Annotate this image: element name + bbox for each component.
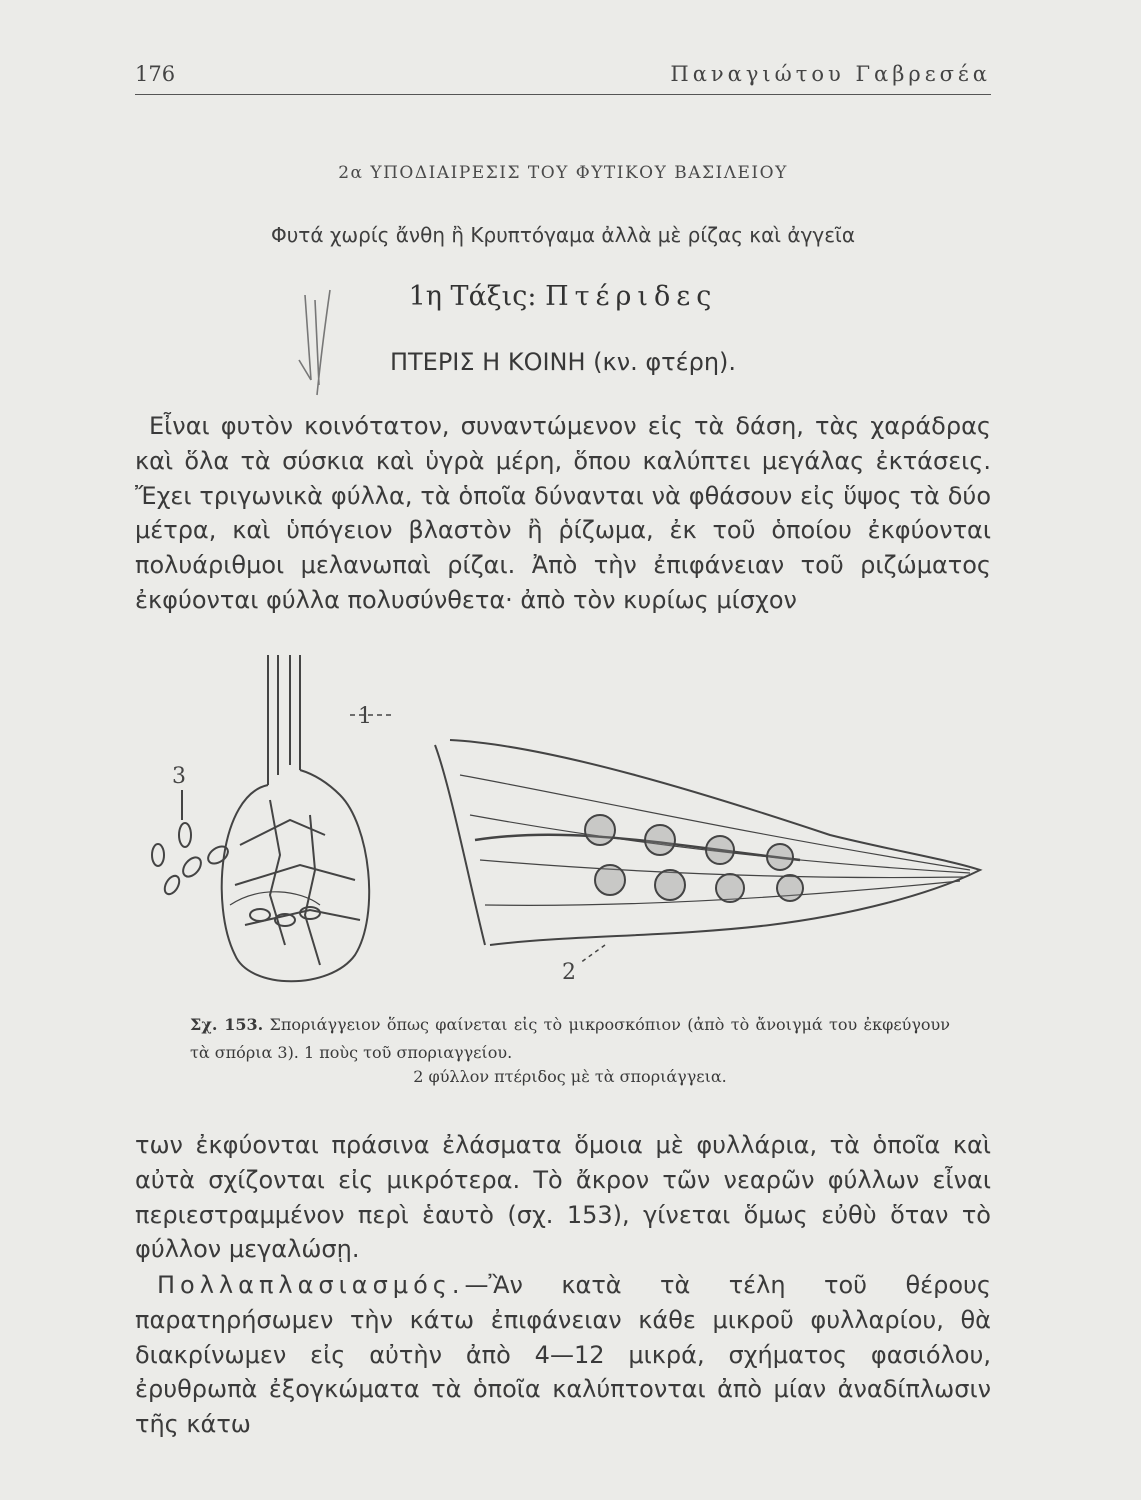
page-header (135, 58, 991, 95)
species-heading: ΠΤΕΡΙΣ Η ΚΟΙΝΗ (κν. φτέρη). (389, 348, 737, 376)
figure-label-2: 2 (562, 960, 576, 985)
sporangium-drawing (222, 655, 369, 981)
class-heading (135, 281, 991, 312)
figure-153 (150, 645, 990, 995)
figure-caption (190, 1011, 950, 1067)
figure-label-1: 1 (358, 704, 372, 729)
caption-text: Σποριάγγειον ὅπως φαίνεται εἰς τὸ μικροσκόπιον (ἀπὸ τὸ ἄνοιγμά του ἐκφεύγουν τὰ σπόρια 3). 1 ποὺς τοῦ σποριαγγείου. (190, 1015, 951, 1062)
paragraph-leaves: των ἐκφύονται πράσινα ἐλάσματα ὅμοια μὲ φυλλάρια, τὰ ὁποῖα καὶ αὐτὰ σχίζονται εἰς μικρότερα. Τὸ ἄκρον τῶν νεαρῶν φύλλων εἶναι περιεστραμμένον περὶ ἑαυτὸ (σχ. 153), γίνεται ὅμως εὐθὺ ὅταν τὸ φύλλον μεγαλώσῃ. (135, 1131, 991, 1264)
running-author: Παναγιώτου Γαβρεσέα (670, 62, 991, 86)
class-prefix: 1η Τάξις: (408, 281, 537, 312)
paragraph-reproduction (135, 1268, 991, 1442)
caption-number: Σχ. 153. (190, 1015, 264, 1034)
class-name: Πτέριδες (545, 281, 718, 312)
reproduction-heading: Πολλαπλασιασμός. (157, 1271, 465, 1299)
spores-drawing (152, 790, 231, 897)
paragraph-description: Εἶναι φυτὸν κοινότατον, συναντώμενον εἰς τὰ δάση, τὰς χαράδρας καὶ ὅλα τὰ σύσκια καὶ ὑγρὰ μέρη, ὅπου καλύπτει μεγάλας ἐκτάσεις. Ἔχει τριγωνικὰ φύλλα, τὰ ὁποῖα δύνανται νὰ φθάσουν εἰς ὕψος τὰ δύο μέτρα, καὶ ὑπόγειον βλαστὸν ἢ ῥίζωμα, ἐκ τοῦ ὁποίου ἐκφύονται πολυάριθμοι μελανωπαὶ ρίζαι. Ἀπὸ τὴν ἐπιφάνειαν τοῦ ριζώματος ἐκφύονται φύλλα πολυσύνθετα· ἀπὸ τὸν κυρίως μίσχον (135, 412, 991, 614)
page-number: 176 (135, 62, 176, 86)
reproduction-text: —Ἂν κατὰ τὰ τέλη τοῦ θέρους παρατηρήσωμεν τὴν κάτω ἐπιφάνειαν κάθε μικροῦ φυλλαρίου, θὰ διακρίνωμεν εἰς αὐτὴν ἀπὸ 4—12 μικρά, σχήματος φασιόλου, ἐρυθρωπὰ ἐξογκώματα τὰ ὁποῖα καλύπτονται ἀπὸ μίαν ἀναδίπλωσιν τῆς κάτω (135, 1271, 991, 1439)
caption-line-3: 2 φύλλον πτέριδος μὲ τὰ σποριάγγεια. (413, 1067, 727, 1086)
chapter-subtitle: Φυτά χωρίς ἄνθη ἢ Κρυπτόγαμα ἀλλὰ μὲ ρίζας καὶ ἀγγεῖα (270, 223, 856, 247)
chapter-title: 2α ΥΠΟΔΙΑΙΡΕΣΙΣ ΤΟΥ ΦΥΤΙΚΟΥ ΒΑΣΙΛΕΙΟΥ (338, 163, 788, 183)
figure-label-3: 3 (172, 764, 186, 789)
fern-leaf-drawing (350, 715, 980, 963)
figure-illustration (150, 645, 990, 995)
